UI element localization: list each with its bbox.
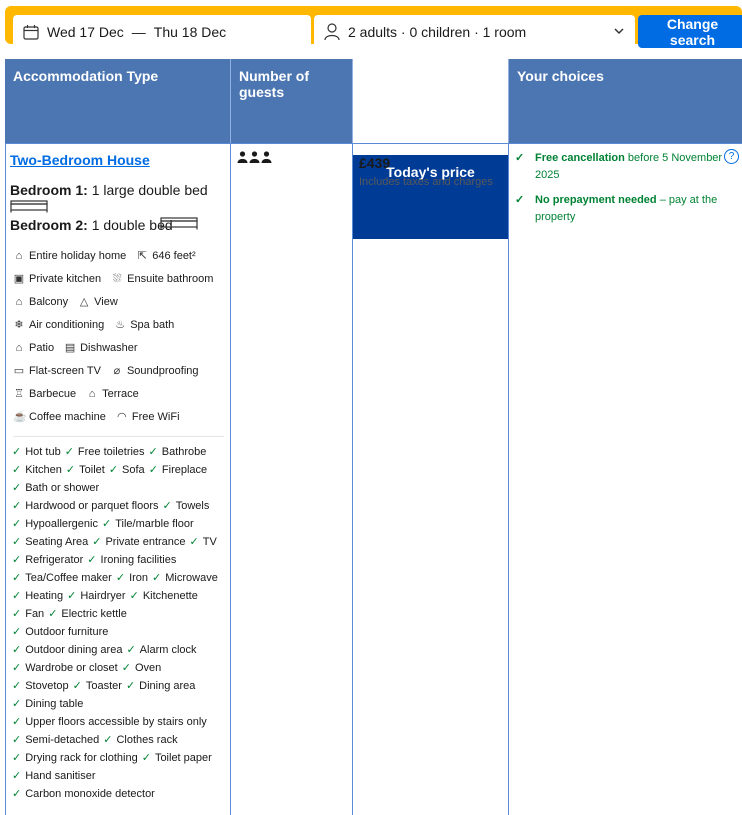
checkout-date: Thu 18 Dec (153, 23, 227, 40)
price-amount: £439 (359, 155, 391, 171)
amenity-row (12, 715, 211, 728)
check-icon: ✓ (12, 662, 22, 674)
amenity-item: Sofa (122, 464, 145, 476)
choice-text (535, 192, 725, 226)
amenity-item: Hairdryer (80, 590, 126, 602)
person-icon (237, 151, 248, 163)
facility-label: Private kitchen (29, 273, 102, 285)
check-icon: ✓ (12, 698, 22, 710)
amenity-row (12, 517, 198, 530)
amenity-item: Ironing facilities (100, 554, 177, 566)
amenity-row (12, 787, 159, 800)
facility-row (13, 365, 199, 377)
facility-row (13, 250, 196, 262)
facility-label: Patio (29, 342, 55, 354)
check-icon: ✓ (12, 572, 22, 584)
amenity-row (12, 589, 202, 602)
amenity-item: Tile/marble floor (115, 518, 194, 530)
check-icon: ✓ (12, 716, 22, 728)
check-icon: ✓ (189, 536, 199, 548)
choice-detail: before 5 November 2025 (535, 152, 723, 181)
amenity-item: Tea/Coffee maker (25, 572, 112, 584)
amenity-item: Bathrobe (161, 446, 207, 458)
home-icon: ⌂ (15, 250, 23, 262)
amenity-row (12, 481, 103, 494)
check-icon: ✓ (12, 608, 22, 620)
shower-icon: ⛆ (112, 273, 122, 285)
amenity-row (12, 553, 180, 566)
barbecue-icon: ♖ (14, 388, 24, 400)
amenity-row (12, 661, 165, 674)
check-icon: ✓ (12, 500, 22, 512)
room-table (5, 59, 742, 815)
facility-label: Spa bath (130, 319, 175, 331)
check-icon: ✓ (115, 572, 126, 584)
amenity-item: Electric kettle (61, 608, 127, 620)
chevron-down-icon (613, 25, 625, 37)
check-icon: ✓ (87, 554, 97, 566)
soundproofing-icon: ⌀ (113, 365, 121, 377)
check-icon: ✓ (12, 680, 22, 692)
check-icon: ✓ (12, 446, 22, 458)
amenity-item: Towels (175, 500, 210, 512)
header-divider (508, 59, 509, 143)
amenity-item: Outdoor dining area (25, 644, 123, 656)
choice-strong: Free cancellation (535, 152, 625, 164)
check-icon: ✓ (12, 788, 22, 800)
column-divider (508, 143, 509, 815)
check-icon: ✓ (101, 518, 112, 530)
facility-label: Ensuite bathroom (127, 273, 214, 285)
check-icon: ✓ (152, 572, 162, 584)
facility-row (13, 342, 138, 354)
header-accommodation-type: Accommodation Type (5, 59, 230, 143)
check-icon: ✓ (65, 464, 76, 476)
coffee-machine-icon: ☕ (13, 411, 27, 423)
choice-detail: – pay at the property (535, 194, 718, 223)
facility-label: Balcony (29, 296, 69, 308)
room-name-link[interactable]: Two-Bedroom House (10, 152, 150, 168)
check-icon: ✓ (148, 464, 158, 476)
check-icon: ✓ (515, 194, 525, 206)
check-icon: ✓ (48, 608, 58, 620)
amenity-item: Kitchen (25, 464, 62, 476)
facility-row (13, 273, 213, 285)
amenity-item: Oven (134, 662, 162, 674)
occupancy-picker[interactable] (314, 15, 635, 48)
header-number-of-guests: Number of guests (231, 59, 352, 143)
facility-label: 646 feet² (152, 250, 196, 262)
amenity-item: Free toiletries (77, 446, 145, 458)
facilities-divider (13, 436, 224, 437)
amenity-item: Hot tub (25, 446, 61, 458)
amenity-item: Carbon monoxide detector (25, 788, 155, 800)
check-icon: ✓ (67, 590, 77, 602)
guest-count-icons (237, 151, 272, 163)
amenity-row (12, 733, 182, 746)
bed-info-2 (10, 217, 173, 233)
facility-label: Terrace (102, 388, 139, 400)
amenity-item: Hardwood or parquet floors (25, 500, 159, 512)
amenity-item: Hypoallergenic (25, 518, 98, 530)
header-your-choices: Your choices (509, 59, 742, 143)
amenity-row (12, 643, 201, 656)
amenity-item: Heating (25, 590, 64, 602)
amenity-item: Toaster (85, 680, 122, 692)
change-search-button[interactable]: Change search (638, 15, 742, 48)
check-icon: ✓ (64, 446, 74, 458)
row-border (5, 143, 6, 815)
facility-label: Entire holiday home (29, 250, 127, 262)
check-icon: ✓ (72, 680, 82, 692)
occupancy-text: 2 adults · 0 children · 1 room (348, 23, 527, 40)
facility-row (13, 411, 180, 423)
amenity-row (12, 535, 221, 548)
check-icon: ✓ (125, 680, 136, 692)
person-icon (261, 151, 272, 163)
amenity-row (12, 751, 216, 764)
amenity-row (12, 697, 87, 710)
wifi-icon: ◠ (117, 411, 127, 423)
check-icon: ✓ (12, 518, 22, 530)
check-icon: ✓ (12, 644, 22, 656)
facility-row (13, 388, 139, 400)
amenity-row (12, 571, 222, 584)
calendar-icon (23, 24, 39, 40)
check-icon: ✓ (162, 500, 172, 512)
facility-row (13, 296, 118, 308)
search-bar (5, 6, 742, 48)
amenity-item: Refrigerator (25, 554, 84, 566)
check-icon: ✓ (92, 536, 102, 548)
bed-desc: 1 double bed (91, 217, 173, 233)
amenity-item: Wardrobe or closet (25, 662, 118, 674)
check-icon: ✓ (103, 734, 113, 746)
amenity-row (12, 463, 211, 476)
date-picker[interactable] (13, 15, 311, 48)
amenity-item: Alarm clock (139, 644, 197, 656)
check-icon: ✓ (141, 752, 151, 764)
date-separator: — (131, 23, 146, 40)
checkin-date: Wed 17 Dec (47, 23, 124, 40)
header-todays-price: Today's price (353, 155, 508, 239)
amenity-item: TV (202, 536, 217, 548)
snowflake-icon: ❄ (14, 319, 24, 331)
bed-label: Bedroom 1: (10, 182, 88, 198)
amenity-item: Private entrance (105, 536, 186, 548)
facility-label: Flat-screen TV (29, 365, 101, 377)
floor-area-icon: ⇱ (137, 250, 147, 262)
check-icon: ✓ (12, 536, 22, 548)
check-icon: ✓ (121, 662, 131, 674)
kitchen-icon: ▣ (13, 273, 25, 285)
amenity-item: Outdoor furniture (25, 626, 109, 638)
facility-label: View (94, 296, 118, 308)
facility-label: Dishwasher (80, 342, 138, 354)
column-divider (230, 143, 231, 815)
facility-label: Air conditioning (29, 319, 105, 331)
amenity-row (12, 679, 199, 692)
amenity-item: Fan (25, 608, 45, 620)
check-icon: ✓ (12, 482, 22, 494)
check-icon: ✓ (12, 734, 22, 746)
amenity-item: Toilet (79, 464, 105, 476)
check-icon: ✓ (12, 590, 22, 602)
bed-label: Bedroom 2: (10, 217, 88, 233)
amenity-item: Microwave (165, 572, 218, 584)
check-icon: ✓ (12, 626, 22, 638)
person-icon (324, 23, 340, 41)
spa-bath-icon: ♨ (115, 319, 126, 331)
amenity-item: Kitchenette (142, 590, 198, 602)
help-question-icon[interactable]: ? (724, 149, 739, 164)
terrace-icon: ⌂ (88, 388, 96, 400)
check-icon: ✓ (129, 590, 139, 602)
patio-icon: ⌂ (15, 342, 23, 354)
mountain-view-icon: △ (79, 296, 89, 308)
dishwasher-icon: ▤ (64, 342, 76, 354)
check-icon: ✓ (12, 554, 22, 566)
check-icon: ✓ (126, 644, 136, 656)
amenity-row (12, 445, 210, 458)
choice-text (535, 150, 725, 184)
tax-note: Includes taxes and charges (359, 176, 493, 188)
double-bed-icon (160, 217, 198, 230)
check-icon: ✓ (148, 446, 158, 458)
facility-label: Soundproofing (126, 365, 199, 377)
row-border (5, 143, 742, 144)
facility-label: Barbecue (29, 388, 77, 400)
facility-label: Coffee machine (29, 411, 106, 423)
amenity-item: Semi-detached (25, 734, 100, 746)
tv-icon: ▭ (13, 365, 25, 377)
amenity-item: Dining table (25, 698, 84, 710)
header-divider (230, 59, 231, 143)
header-divider (352, 59, 353, 143)
amenity-item: Toilet paper (154, 752, 212, 764)
amenity-row (12, 607, 131, 620)
amenity-item: Dining area (139, 680, 196, 692)
amenity-item: Fireplace (161, 464, 208, 476)
amenity-item: Iron (129, 572, 149, 584)
amenity-item: Hand sanitiser (25, 770, 96, 782)
bed-desc: 1 large double bed (91, 182, 208, 198)
column-divider (352, 143, 353, 815)
amenity-item: Bath or shower (25, 482, 100, 494)
bed-info-1 (10, 182, 208, 198)
facility-row (13, 319, 174, 331)
amenity-row (12, 769, 100, 782)
check-icon: ✓ (12, 464, 22, 476)
amenity-item: Clothes rack (116, 734, 178, 746)
check-icon: ✓ (12, 770, 22, 782)
amenity-item: Upper floors accessible by stairs only (25, 716, 207, 728)
amenity-item: Drying rack for clothing (25, 752, 138, 764)
person-icon (249, 151, 260, 163)
check-icon: ✓ (515, 152, 525, 164)
choice-strong: No prepayment needed (535, 194, 657, 206)
amenity-item: Stovetop (25, 680, 69, 692)
balcony-icon: ⌂ (15, 296, 23, 308)
check-icon: ✓ (108, 464, 119, 476)
amenity-row (12, 499, 213, 512)
amenity-item: Seating Area (25, 536, 89, 548)
amenity-row (12, 625, 112, 638)
large-double-bed-icon (10, 200, 48, 213)
check-icon: ✓ (12, 752, 22, 764)
facility-label: Free WiFi (131, 411, 180, 423)
